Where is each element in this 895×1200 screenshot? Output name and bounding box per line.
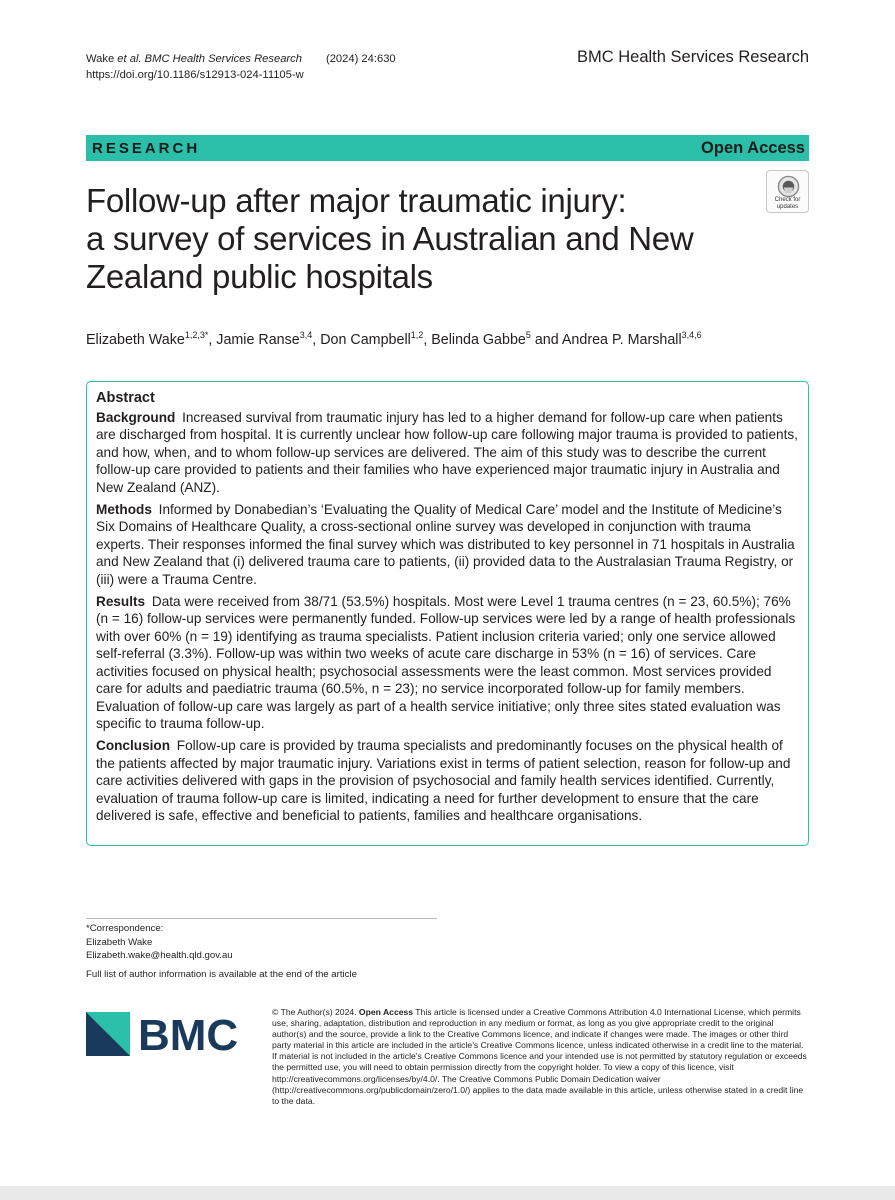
abstract-methods [96, 501, 799, 588]
correspondence-name: Elizabeth Wake [86, 936, 153, 948]
crossmark-label-line1: Check for [774, 197, 801, 203]
citation-authors: Wake [86, 53, 118, 65]
author-affiliation: 1,2,3* [184, 330, 209, 340]
doi-link[interactable]: https://doi.org/10.1186/s12913-024-11105-w [86, 69, 304, 81]
title-line2: a survey of services in Australian and New [86, 220, 694, 257]
author-affiliation: 1,2 [410, 330, 424, 340]
journal-name: BMC Health Services Research [577, 48, 809, 66]
article-title [86, 182, 766, 296]
background-label: Background [96, 410, 176, 425]
title-line1: Follow-up after major traumatic injury: [86, 182, 627, 219]
author-name: Jamie Ranse [216, 331, 300, 348]
license-prefix: © The Author(s) 2024. [272, 1007, 359, 1017]
open-access-label: Open Access [701, 138, 805, 157]
title-line3: Zealand public hospitals [86, 258, 433, 295]
conclusion-text: Follow-up care is provided by trauma specialists and predominantly focuses on the physical health of the patients affected by major traumatic injury. Variations exist in terms of patient selection, reason for follow-up and care activities delivered with gaps in the provision of psychosocial and family health services identified. Currently, evaluation of trauma follow-up care is limited, indicating a need for further development to ensure that the care delivered is safe, effective and beneficial to patients, families and healthcare organisations. [96, 738, 791, 823]
bmc-logo [86, 1010, 250, 1058]
citation-journal: BMC Health Services Research [141, 53, 302, 65]
author-affiliation: 3,4,6 [681, 330, 702, 340]
author-affiliation: 5 [525, 330, 531, 340]
author-name: Belinda Gabbe [431, 331, 526, 348]
footnote-divider [86, 918, 437, 919]
abstract-background [96, 409, 799, 496]
bottom-bar [0, 1186, 895, 1200]
section-label: RESEARCH [92, 139, 201, 157]
correspondence [86, 922, 233, 963]
author-separator: , [423, 331, 432, 348]
background-text: Increased survival from traumatic injury has led to a higher demand for follow-up care when patients are discharged from hospital. It is currently unclear how follow-up care following major trauma is provided to patients, and how, when, and to whom follow-up services are delivered. The aim of this study was to describe the current follow-up care provided to patients and their families who have experienced major traumatic injury in Australia and New Zealand (ANZ). [96, 410, 798, 495]
crossmark-label [767, 197, 808, 211]
license-text: This article is licensed under a Creative Commons Attribution 4.0 International License, which permits use, sharing, adaptation, distribution and reproduction in any medium or format, as long as you give appropriate credit to the original author(s) and the source, provide a link to the Creative Commons licence, and indicate if changes were made. The images or other third party material in this article are included in the article’s Creative Commons licence, unless indicated otherwise in a credit line to the material. If material is not included in the article’s Creative Commons licence and your intended use is not permitted by statutory regulation or exceeds the permitted use, you will need to obtain permission directly from the copyright holder. To view a copy of this licence, visit http://creativecommons.org/licenses/by/4.0/. The Creative Commons Public Domain Dedication waiver (http://creativecommons.org/publicdomain/zero/1.0/) applies to the data made available in this article, unless otherwise stated in a credit line to the data. [272, 1007, 807, 1106]
correspondence-label: *Correspondence: [86, 923, 164, 934]
license-open-access: Open Access [358, 1007, 414, 1017]
conclusion-label: Conclusion [96, 738, 171, 754]
correspondence-email[interactable]: Elizabeth.wake@health.qld.gov.au [86, 950, 233, 961]
results-label: Results [96, 594, 146, 610]
abstract-box [86, 381, 809, 846]
license-statement [272, 1007, 809, 1107]
section-banner [86, 135, 809, 161]
abstract-results [96, 593, 799, 732]
author-list [86, 330, 702, 348]
abstract-conclusion [96, 737, 799, 824]
bmc-logo-text: BMC [138, 1011, 239, 1058]
author-separator: , [208, 331, 217, 348]
author-separator: , [312, 331, 321, 348]
crossmark-label-line2: updates [776, 204, 799, 210]
methods-text: Informed by Donabedian’s ‘Evaluating the Quality of Medical Care’ model and the Institute of Medicine’s Six Domains of Healthcare Quality, a cross-sectional online survey was developed in conjunction with trauma experts. Their responses informed the final survey which was distributed to key personnel in 71 hospitals in Australia and New Zealand that (i) delivered trauma care to patients, (ii) provided data to the Australasian Trauma Registry, or (iii) were a Trauma Centre. [96, 502, 795, 587]
author-name: Don Campbell [320, 331, 411, 348]
author-affiliation: 3,4 [299, 330, 313, 340]
results-text: Data were received from 38/71 (53.5%) hospitals. Most were Level 1 trauma centres (n = 23, 60.5%); 76% (n = 16) follow-up services were permanently funded. Follow-up services were led by a range of health professionals with over 60% (n = 19) identifying as trauma specialists. Patient inclusion criteria varied; only one service allowed self-referral (3.3%). Follow-up was within two weeks of acute care discharge in 53% (n = 16) of services. Care activities focused on physical health; psychosocial assessments were the least common. Most services provided care for adults and paediatric trauma (60.5%, n = 23); no service incorporated follow-up for family members. Evaluation of follow-up care was largely as part of a health service initiative; only three sites stated evaluation was specific to trauma follow-up. [96, 594, 796, 731]
methods-label: Methods [96, 502, 152, 518]
crossmark-icon [777, 175, 800, 198]
author-name: Elizabeth Wake [86, 331, 185, 348]
abstract-heading: Abstract [96, 390, 155, 406]
citation-line [86, 51, 396, 67]
citation [86, 51, 396, 83]
citation-year: (2024) 24:630 [325, 53, 396, 65]
author-info-note: Full list of author information is available at the end of the article [86, 969, 357, 980]
check-for-updates-button[interactable] [766, 170, 809, 213]
author-name: Andrea P. Marshall [561, 331, 682, 348]
author-separator: and [530, 331, 562, 348]
citation-etal: et al. [117, 53, 142, 65]
